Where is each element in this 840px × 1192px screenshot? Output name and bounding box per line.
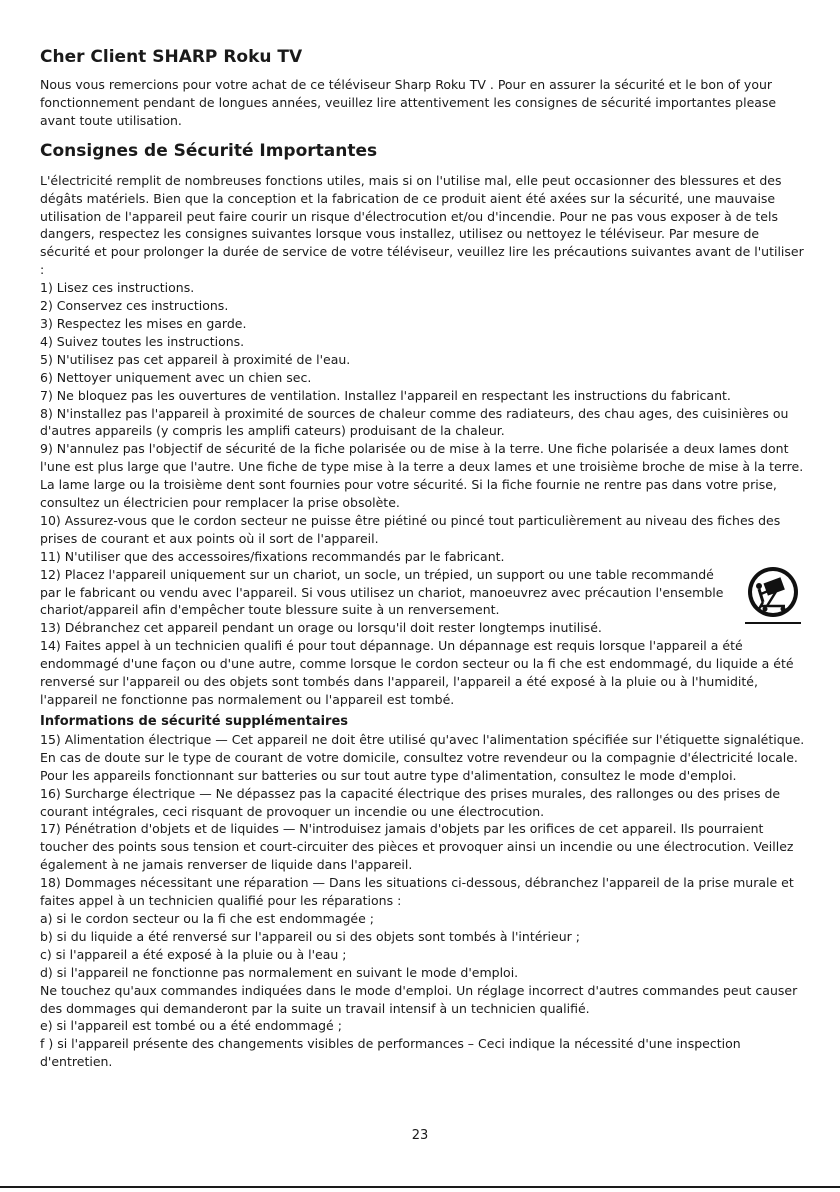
list-item: 15) Alimentation électrique — Cet appareil ne doit être utilisé qu'avec l'alimentation spécifiée sur l'étiquette signalétique. En cas de doute sur le type de courant de votre domicile, consultez votre revendeur ou la compagnie d'électricité locale. Pour les appareils fonctionnant sur batteries ou sur tout autre type d'alimentation, consultez le mode d'emploi.	[40, 731, 805, 783]
list-item: 16) Surcharge électrique — Ne dépassez pas la capacité électrique des prises murales, des rallonges ou des prises de courant intégrales, ceci risquant de provoquer un incendie ou une électrocution.	[40, 785, 781, 819]
list-item: c) si l'appareil a été exposé à la pluie ou à l'eau ;	[40, 946, 347, 962]
list-item: 11) N'utiliser que des accessoires/fixations recommandés par le fabricant.	[40, 548, 505, 564]
list-item: 8) N'installez pas l'appareil à proximité de sources de chaleur comme des radiateurs, des chau ages, des cuisinières ou d'autres appareils (y compris les amplifi cateurs) produisant de la chaleur.	[40, 405, 789, 439]
page-number: 23	[411, 1128, 429, 1143]
cart-tip-over-warning-icon	[741, 564, 805, 626]
list-item: a) si le cordon secteur ou la fi che est endommagée ;	[40, 910, 374, 926]
list-item: 3) Respectez les mises en garde.	[40, 315, 247, 331]
list-item: 13) Débranchez cet appareil pendant un orage ou lorsqu'il doit rester longtemps inutilisé.	[40, 620, 602, 636]
list-item: 14) Faites appel à un technicien qualifi é pour tout dépannage. Un dépannage est requis lorsque l'appareil a été endommagé d'une façon ou d'une autre, comme lorsque le cordon secteur ou la fi che est endommagé, du liquide a été renversé sur l'appareil ou des objets sont tombés dans l'appareil, l'appareil a été exposé à la pluie ou à l'humidité, l'appareil ne fonctionne pas normalement ou l'appareil est tombé.	[40, 638, 794, 707]
list-item: 2) Conservez ces instructions.	[40, 298, 229, 314]
instruction-list	[40, 279, 805, 709]
list-item: Ne touchez qu'aux commandes indiquées dans le mode d'emploi. Un réglage incorrect d'autres commandes peut causer des dommages qui demanderont par la suite un travail intensif à un technicien qualifié.	[40, 982, 798, 1016]
list-item: 1) Lisez ces instructions.	[40, 280, 195, 296]
list-item: 7) Ne bloquez pas les ouvertures de ventilation. Installez l'appareil en respectant les instructions du fabricant.	[40, 387, 731, 403]
cart-item-wrapper	[40, 566, 805, 620]
supplementary-list	[40, 731, 805, 1071]
list-item: 18) Dommages nécessitant une réparation — Dans les situations ci-dessous, débranchez l'appareil de la prise murale et faites appel à un technicien qualifié pour les réparations :	[40, 875, 794, 909]
supplementary-title: Informations de sécurité supplémentaires	[40, 713, 349, 729]
section-intro: L'électricité remplit de nombreuses fonctions utiles, mais si on l'utilise mal, elle peut occasionner des blessures et des dégâts matériels. Bien que la conception et la fabrication de ce produit aient été axées sur la sécurité, une mauvaise utilisation de l'appareil peut faire courir un risque d'électrocution et/ou d'incendie. Pour ne pas vous exposer à de tels dangers, respectez les consignes suivantes lorsque vous installez, utilisez ou nettoyez le téléviseur. Par mesure de sécurité et pour prolonger la durée de service de votre téléviseur, veuillez lire les précautions suivantes avant de l'utiliser :	[40, 172, 804, 278]
list-item: 4) Suivez toutes les instructions.	[40, 333, 245, 349]
document-page	[40, 46, 805, 1071]
list-item: 5) N'utilisez pas cet appareil à proximité de l'eau.	[40, 351, 351, 367]
list-item: d) si l'appareil ne fonctionne pas normalement en suivant le mode d'emploi.	[40, 964, 519, 980]
list-item: e) si l'appareil est tombé ou a été endommagé ;	[40, 1018, 342, 1034]
bottom-rule	[0, 1186, 840, 1188]
list-item: 9) N'annulez pas l'objectif de sécurité de la fiche polarisée ou de mise à la terre. Une fiche polarisée a deux lames dont l'une est plus large que l'autre. Une fiche de type mise à la terre a deux lames et une troisième broche de mise à la terre. La lame large ou la troisième dent sont fournies pour votre sécurité. Si la fiche fournie ne rentre pas dans votre prise, consultez un électricien pour remplacer la prise obsolète.	[40, 441, 804, 511]
page-title: Cher Client SHARP Roku TV	[40, 47, 303, 67]
section-title: Consignes de Sécurité Importantes	[40, 140, 378, 161]
list-item: 12) Placez l'appareil uniquement sur un chariot, un socle, un trépied, un support ou une table recommandé par le fabricant ou vendu avec l'appareil. Si vous utilisez un chariot, manoeuvrez avec précaution l'ensemble chariot/appareil afin d'empêcher toute blessure suite à un renversement.	[40, 566, 724, 618]
list-item: 6) Nettoyer uniquement avec un chien sec.	[40, 369, 312, 385]
intro-block	[40, 76, 805, 130]
list-item: f ) si l'appareil présente des changements visibles de performances – Ceci indique la nécessité d'une inspection d'entretien.	[40, 1036, 741, 1070]
intro-paragraph: Nous vous remercions pour votre achat de ce téléviseur Sharp Roku TV . Pour en assurer la sécurité et le bon of your fonctionnement pendant de longues années, veuillez lire attentivement les consignes de sécurité importantes please avant toute utilisation.	[40, 77, 777, 128]
list-item: 17) Pénétration d'objets et de liquides — N'introduisez jamais d'objets par les orifices de cet appareil. Ils pourraient toucher des points sous tension et court-circuiter des pièces et provoquer ainsi un incendie ou une électrocution. Veillez également à ne jamais renverser de liquide dans l'appareil.	[40, 821, 794, 873]
list-item: b) si du liquide a été renversé sur l'appareil ou si des objets sont tombés à l'intérieur ;	[40, 928, 580, 944]
list-item: 10) Assurez-vous que le cordon secteur ne puisse être piétiné ou pincé tout particulièrement au niveau des fiches des prises de courant et aux points où il sort de l'appareil.	[40, 512, 781, 546]
